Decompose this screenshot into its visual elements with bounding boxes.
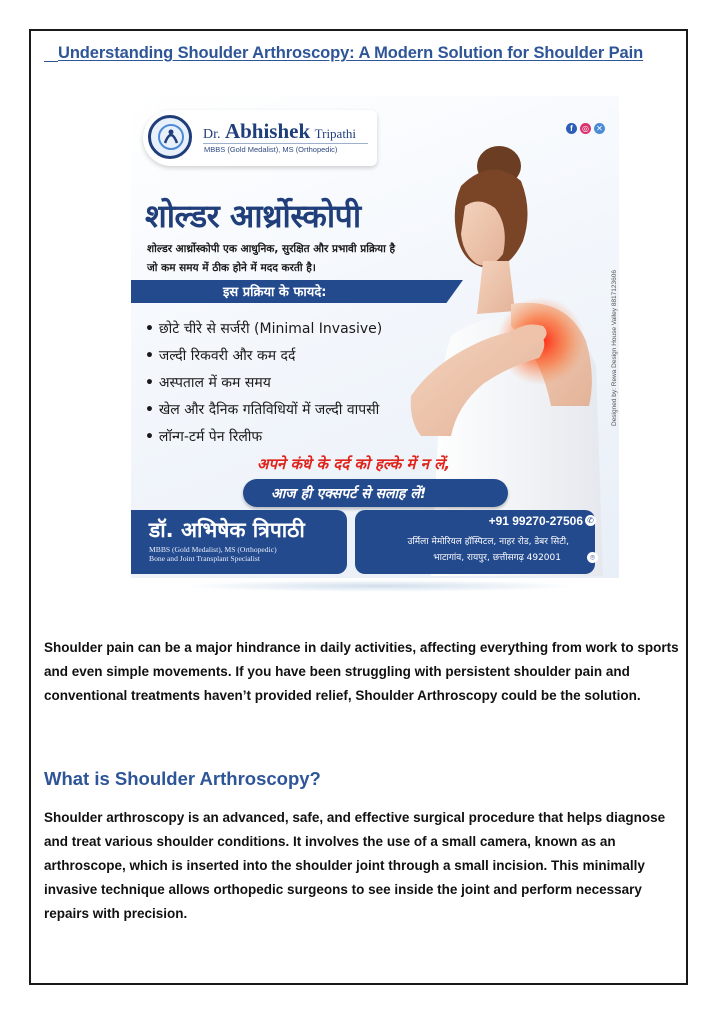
poster-hindi-title: शोल्डर आर्थ्रोस्कोपी	[145, 197, 361, 235]
orthopedic-logo-icon	[148, 115, 192, 159]
footer-doctor-name-hindi: डॉ. अभिषेक त्रिपाठी	[149, 518, 305, 542]
intro-paragraph: Shoulder pain can be a major hindrance in daily activities, affecting everything from work to sports and even simple movements. If you have been struggling with persistent shoulder pain and conventional treatments haven’t provided relief, Shoulder Arthroscopy could be the solution.	[44, 640, 679, 703]
footer-qualifications-line-2: Bone and Joint Transplant Specialist	[149, 554, 260, 563]
section-paragraph: Shoulder arthroscopy is an advanced, safe, and effective surgical procedure that helps diagnose and treat various shoulder conditions. It involves the use of a small camera, known as an arthroscope, which is inserted into the shoulder joint through a small incision. This minimally invasive technique allows orthopedic surgeons to see inside the joint and perform necessary repairs with precision.	[44, 810, 666, 921]
designer-credit: Designed by: Rewa Design House Valley 8817123606	[611, 270, 618, 426]
doctor-first-name: Abhishek	[224, 119, 311, 143]
header-divider	[203, 143, 368, 144]
phone-icon: ✆	[585, 515, 596, 526]
poster-image	[131, 96, 619, 578]
benefit-item: • जल्दी रिकवरी और कम दर्द	[145, 343, 382, 370]
footer-qualifications	[149, 545, 277, 563]
contact-address-line-2: भाटागांव, रायपुर, छत्तीसगढ़ 492001	[433, 553, 561, 563]
poster-description	[147, 240, 467, 278]
poster-description-line-1: शोल्डर आर्थ्रोस्कोपी एक आधुनिक, सुरक्षित और प्रभावी प्रक्रिया है	[147, 243, 396, 255]
cta-consult-text: आज ही एक्सपर्ट से सलाह लें!	[271, 486, 427, 502]
contact-phone: +91 99270-27506	[488, 514, 583, 528]
location-pin-icon: ⌾	[587, 552, 598, 563]
cta-warning-text: अपने कंधे के दर्द को हल्के में न लें,	[257, 455, 451, 473]
benefit-item: • लॉन्ग-टर्म पेन रिलीफ	[145, 424, 382, 451]
contact-address-line-1: उर्मिला मेमोरियल हॉस्पिटल, नाहर रोड, डेबर सिटी,	[407, 537, 569, 547]
doctor-last-name: Tripathi	[314, 126, 357, 141]
doctor-header-card	[143, 110, 377, 166]
benefit-item: • छोटे चीरे से सर्जरी (Minimal Invasive)	[145, 316, 382, 343]
footer-qualifications-line-1: MBBS (Gold Medalist), MS (Orthopedic)	[149, 545, 277, 554]
doctor-qualifications: MBBS (Gold Medalist), MS (Orthopedic)	[204, 145, 338, 154]
benefit-item: • अस्पताल में कम समय	[145, 370, 382, 397]
section-heading: What is Shoulder Arthroscopy?	[44, 768, 321, 789]
poster-shadow	[180, 580, 580, 592]
facebook-icon: f	[566, 123, 577, 134]
instagram-icon: ◎	[580, 123, 591, 134]
benefits-heading: इस प्रक्रिया के फायदे:	[223, 285, 327, 300]
doctor-prefix: Dr.	[203, 127, 221, 142]
benefits-list	[145, 316, 382, 451]
document-title: Understanding Shoulder Arthroscopy: A Modern Solution for Shoulder Pain	[44, 44, 698, 63]
poster-description-line-2: जो कम समय में ठीक होने में मदद करती है।	[147, 262, 316, 274]
benefit-item: • खेल और दैनिक गतिविधियों में जल्दी वापसी	[145, 397, 382, 424]
doctor-name	[203, 119, 356, 144]
x-twitter-icon: ✕	[594, 123, 605, 134]
